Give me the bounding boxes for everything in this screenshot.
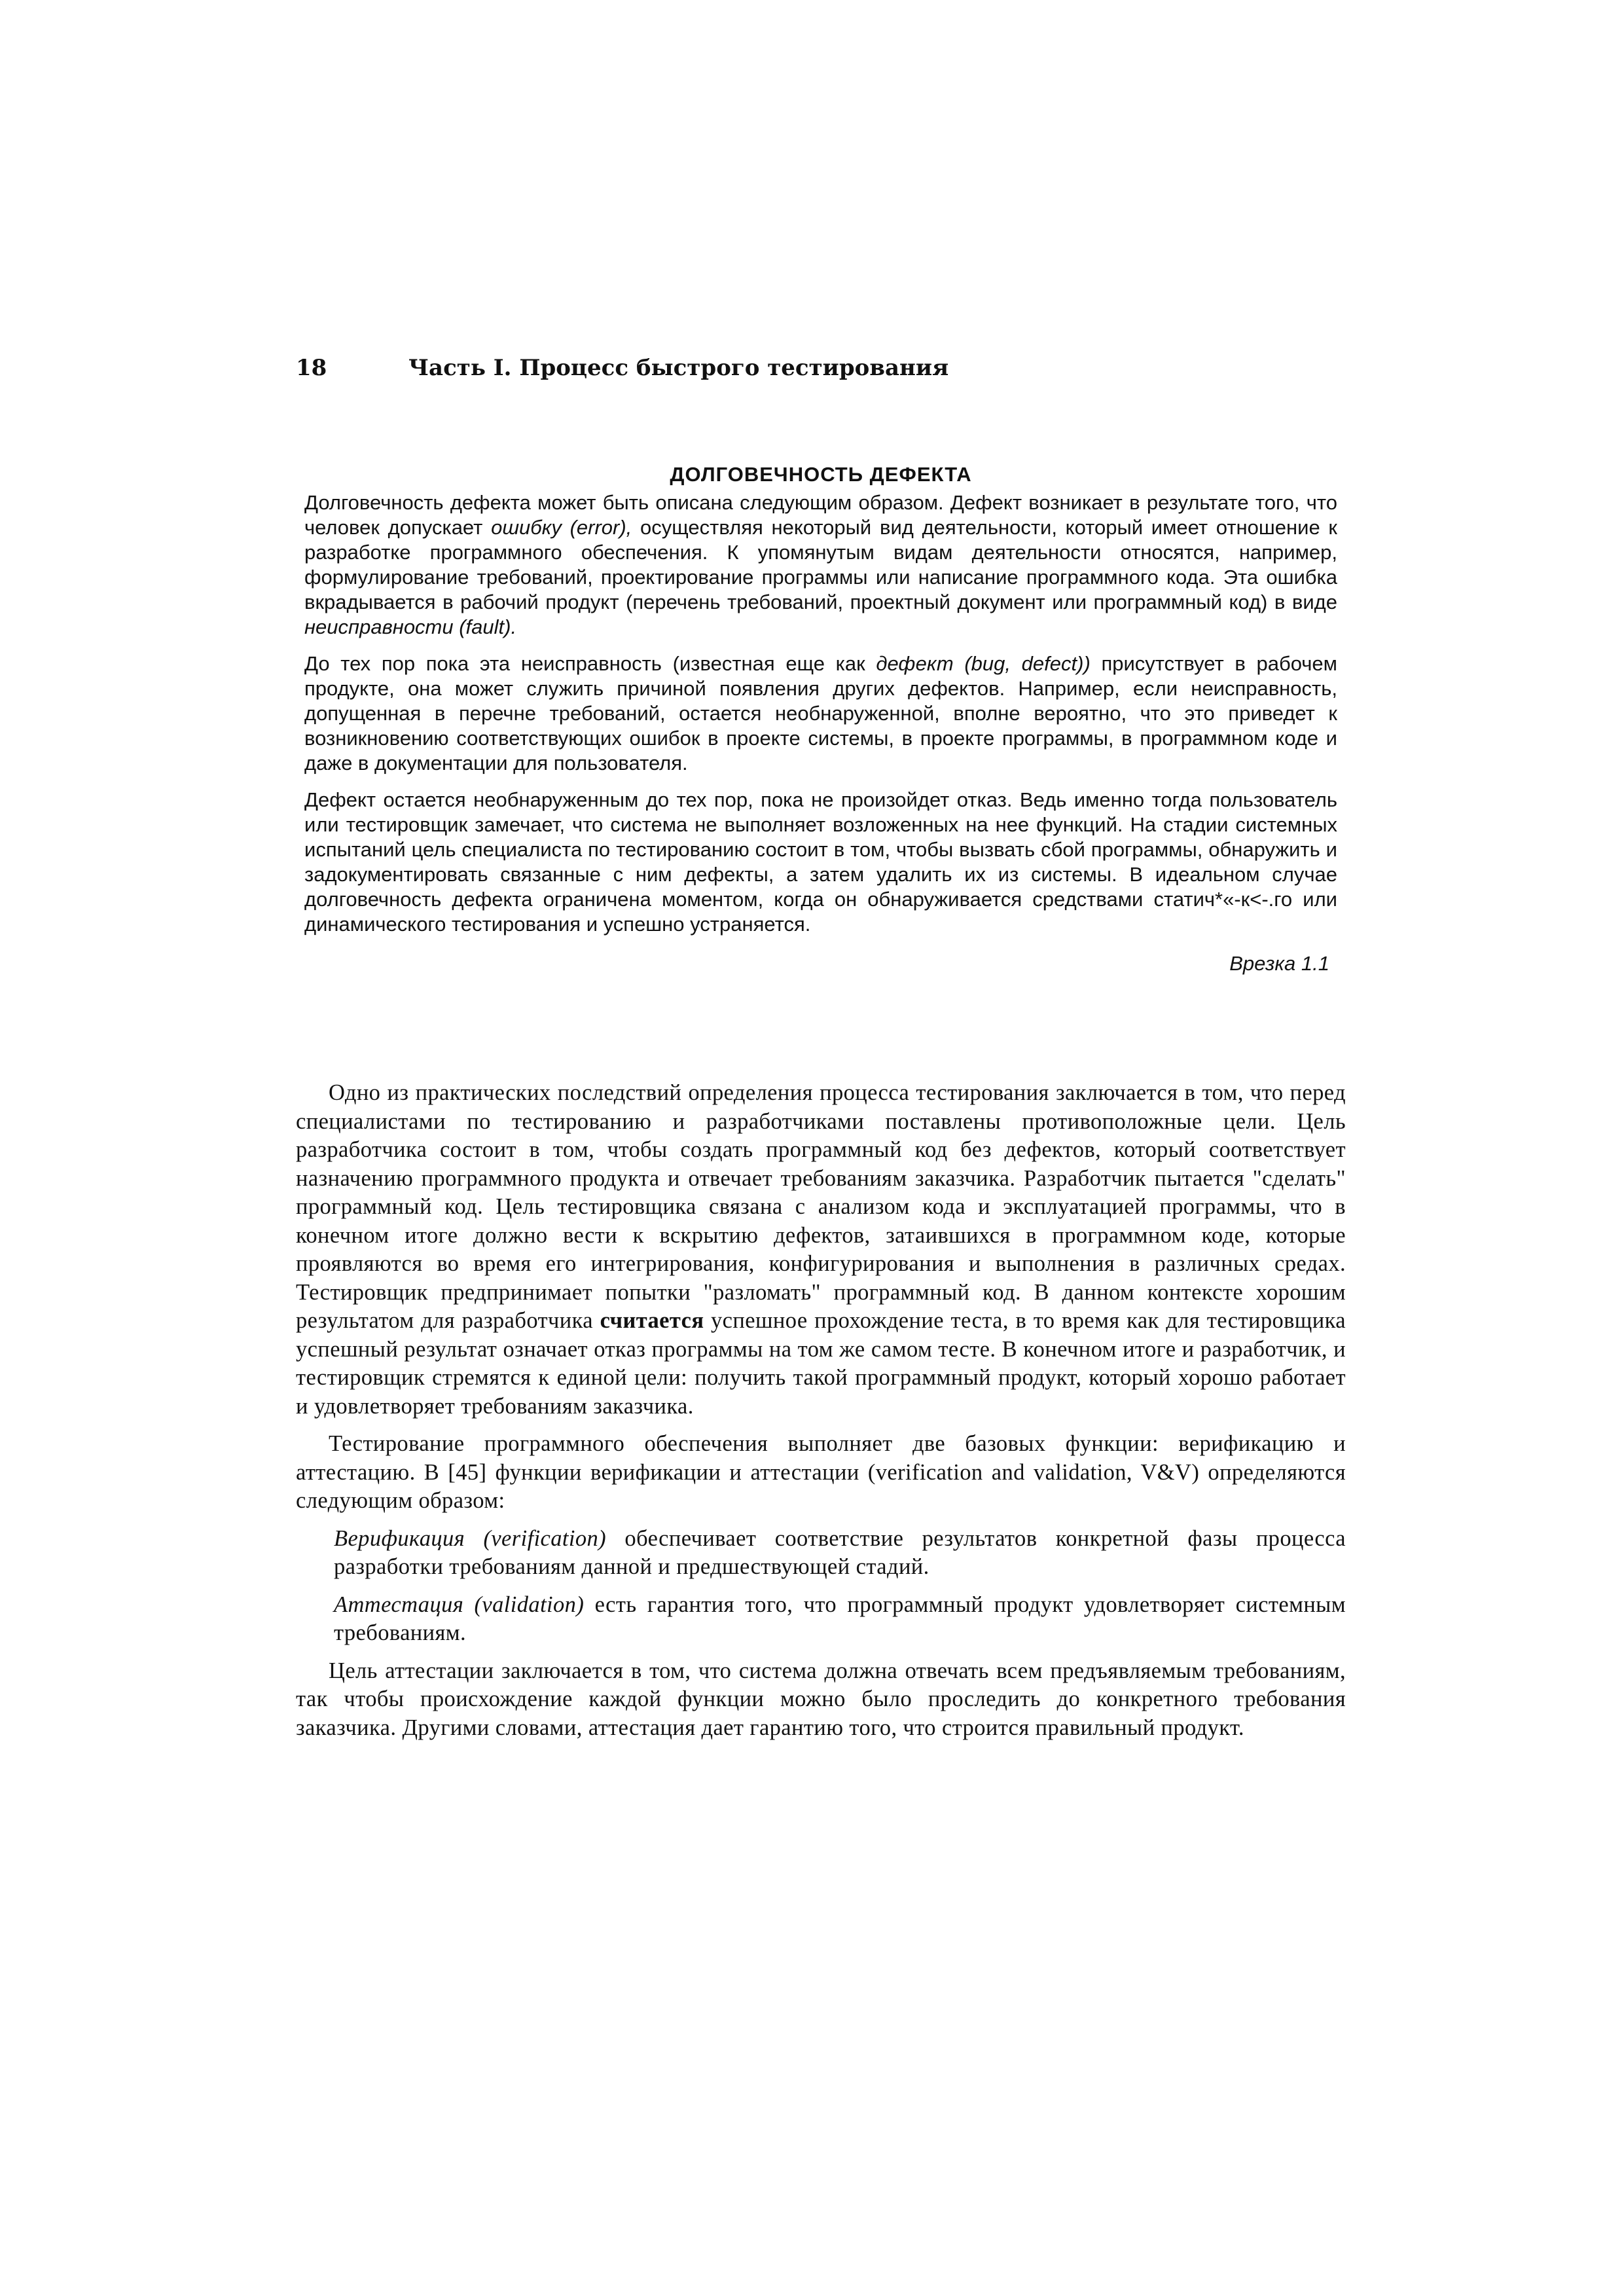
definition-verification: Верификация (verification) обеспечивает соответствие результатов конкретной фазы процесса разработки требованиям данной и предшествующей стадий. xyxy=(334,1525,1346,1579)
body-paragraph-2: Тестирование программного обеспечения выполняет две базовых функции: верификацию и аттестацию. В [45] функции верификации и аттестации (verification and validation, V&V) определяются следующим образом: xyxy=(296,1431,1346,1513)
page-number: 18 xyxy=(296,355,327,381)
sidebar-paragraph-1: Долговечность дефекта может быть описана следующим образом. Дефект возникает в результате того, что человек допускает ошибку (error), осуществляя некоторый вид деятельности, который имеет отношение к разработке программного обеспечения. К упомянутым видам деятельности относятся, например, формулирование требований, проектирование программы или написание программного кода. Эта ошибка вкрадывается в рабочий продукт (перечень требований, проектный документ или программный код) в виде неисправности (fault). xyxy=(304,491,1337,638)
body-paragraph-3: Цель аттестации заключается в том, что система должна отвечать всем предъявляемым требованиям, так чтобы происхождение каждой функции можно было проследить до конкретного требования заказчика. Другими словами, аттестация дает гарантию того, что строится правильный продукт. xyxy=(296,1658,1346,1740)
term-validation: Аттестация (validation) xyxy=(334,1592,585,1617)
running-header xyxy=(296,352,1343,384)
sidebar-title: ДОЛГОВЕЧНОСТЬ ДЕФЕКТА xyxy=(670,463,972,486)
definition-validation: Аттестация (validation) есть гарантия того, что программный продукт удовлетворяет системным требованиям. xyxy=(334,1592,1346,1645)
sidebar-box xyxy=(304,462,1337,976)
body-paragraph-1: Одно из практических последствий определения процесса тестирования заключается в том, что перед специалистами по тестированию и разработчиками поставлены противоположные цели. Цель разработчика состоит в том, чтобы создать программный код без дефектов, который соответствует назначению программного продукта и отвечает требованиям заказчика. Разработчик пытается "сделать" программный код. Цель тестировщика связана с анализом кода и эксплуатацией программы, что в конечном итоге должно вести к вскрытию дефектов, затаившихся в программном коде, которые проявляются во время его интегрирования, конфигурирования и выполнения в различных средах. Тестировщик предпринимает попытки "разломать" программный код. В данном контексте хорошим результатом для разработчика считается успешное прохождение теста, в то время как для тестировщика успешный результат означает отказ программы на том же самом тесте. В конечном итоге и разработчик, и тестировщик стремятся к единой цели: получить такой программный продукт, который хорошо работает и удовлетворяет требованиям заказчика. xyxy=(296,1080,1346,1419)
term-verification: Верификация (verification) xyxy=(334,1525,607,1551)
sidebar-paragraph-3: Дефект остается необнаруженным до тех пор, пока не произойдет отказ. Ведь именно тогда пользователь или тестировщик замечает, что система не выполняет возложенных на нее функций. На стадии системных испытаний цель специалиста по тестированию состоит в том, чтобы вызвать сбой программы, обнаружить и задокументировать связанные с ним дефекты, а затем удалить их из системы. В идеальном случае долговечность дефекта ограничена моментом, когда он обнаруживается средствами статич*«-к<-.го или динамического тестирования и успешно устраняется. xyxy=(304,788,1337,936)
bold-word: считается xyxy=(600,1308,704,1333)
term-fault: неисправности (fault). xyxy=(304,615,517,638)
sidebar-paragraph-2: До тех пор пока эта неисправность (известная еще как дефект (bug, defect)) присутствует в рабочем продукте, она может служить причиной появления других дефектов. Например, если неисправность, допущенная в перечне требований, остается необнаруженной, вполне вероятно, что это приведет к возникновению соответствующих ошибок в проекте системы, в проекте программы, в программном коде и даже в документации для пользователя. xyxy=(304,652,1337,774)
sidebar-caption: Врезка 1.1 xyxy=(1229,952,1329,975)
term-defect: дефект (bug, defect)) xyxy=(876,652,1091,675)
chapter-title: Часть I. Процесс быстрого тестирования xyxy=(408,355,949,381)
term-error: ошибку (error), xyxy=(491,516,632,539)
main-text xyxy=(296,1079,1346,1751)
